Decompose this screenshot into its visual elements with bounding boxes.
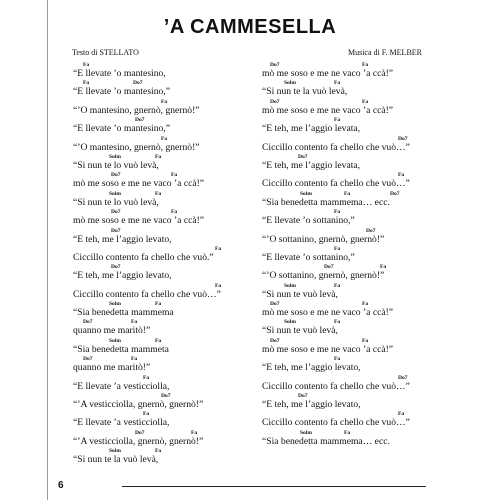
lyric-text: “Sia benedetta mammeta [73,343,169,355]
chord-label: Fa [334,356,341,363]
lyric-text: “Si nun te vuò levà, [262,325,338,337]
lyric-line [262,172,452,190]
lyric-line [73,80,263,98]
lyric-line [73,448,263,466]
chord-label: Solm [109,190,121,197]
chord-row [73,246,263,252]
chord-label: Fa [215,282,222,289]
chord-label: Fa [143,374,150,381]
lyric-line [262,301,452,319]
lyric-line [262,228,452,246]
chord-label: Fa [143,411,150,418]
lyric-text: “’A vesticciolla, gnernò, gnernò!” [73,399,204,411]
page-number: 6 [58,480,64,491]
chord-label: Fa [362,301,369,308]
composer-credit: Musica di F. MELBER [347,48,422,57]
lyric-line [262,319,452,337]
chord-row [73,228,263,234]
chord-label: Do7 [111,172,121,179]
lyric-line [262,80,452,98]
chord-row [73,136,263,142]
lyric-text: “Sia benedetta mammema… ecc. [262,196,390,208]
chord-label: Fa [155,301,162,308]
lyric-text: “E llevate ’o mantesino,” [73,86,170,98]
lyric-text: “Si nun te lo vuò levà, [73,159,159,171]
chord-label: Fa [362,337,369,344]
chord-label: Fa [344,429,351,436]
chord-label: Fa [191,429,198,436]
chord-label: Fa [334,117,341,124]
chord-label: Do7 [270,62,280,68]
lyric-text: Ciccillo contento fa chello che vuò…” [262,380,410,392]
lyric-line [262,99,452,117]
chord-label: Do7 [135,429,145,436]
chord-row [73,62,263,68]
chord-row [73,209,263,215]
chord-label: Fa [344,190,351,197]
lyric-text: “E teh, me l’aggio levato, [262,399,361,411]
lyric-line [73,264,263,282]
lyric-line [73,338,263,356]
lyric-line [73,172,263,190]
chord-label: Do7 [161,393,171,400]
lyric-line [73,430,263,448]
chord-row [262,209,452,215]
lyric-line [73,411,263,429]
lyrics-column-left [73,62,263,467]
lyric-text: “E llevate ’o mantesino, [73,68,166,79]
lyric-line [262,154,452,172]
chord-label: Solm [284,319,296,326]
lyric-text: mò me soso e me ne vaco ’a ccà!” [262,68,394,79]
lyric-text: “E teh, me l’aggio levato, [262,362,361,374]
chord-row [262,338,452,344]
lyric-line [73,228,263,246]
chord-label: Do7 [270,98,280,105]
lyric-text: “Sia benedetta mammema… ecc. [262,435,390,447]
chord-row [73,154,263,160]
chord-label: Fa [334,209,341,216]
chord-label: Fa [334,245,341,252]
chord-label: Fa [380,264,387,271]
chord-label: Do7 [298,393,308,400]
chord-row [262,283,452,289]
lyric-text: Ciccillo contento fa chello che vuò…” [262,178,410,190]
lyric-text: “’A vesticciolla, gnernò, gnernò!” [73,435,204,447]
lyric-text: “E llevate ’o sottanino,” [262,251,355,263]
lyric-line [262,62,452,80]
lyric-text: Ciccillo contento fa chello che vuò.” [73,251,214,263]
lyric-text: mò me soso e me ne vaco ’a ccà!” [262,307,394,319]
lyric-line [262,393,452,411]
chord-row [73,264,263,270]
lyric-text: “Si nun te la vuò levà, [262,86,348,98]
chord-label: Do7 [83,319,93,326]
lyric-line [262,430,452,448]
lyric-text: quanno me maritò!” [73,325,151,337]
chord-label: Fa [171,172,178,179]
chord-label: Fa [83,62,90,68]
lyric-text: “E teh, me l’aggio levata, [262,159,361,171]
lyric-text: mò me soso e me ne vaco ’a ccà!” [73,178,205,190]
chord-row [73,448,263,454]
lyric-text: “’O sottanino, gnernò, gnernò!” [262,233,385,245]
chord-label: Fa [83,80,90,87]
lyric-line [73,117,263,135]
chord-row [262,264,452,270]
lyric-text: “’O sottanino, gnernò, gnernò!” [262,270,385,282]
lyric-line [73,246,263,264]
chord-label: Solm [109,301,121,308]
chord-label: Do7 [83,356,93,363]
chord-label: Solm [300,429,312,436]
chord-row [73,283,263,289]
chord-label: Fa [362,62,369,68]
lyric-line [262,375,452,393]
chord-row [262,319,452,325]
lyric-line [73,99,263,117]
chord-label: Do7 [111,264,121,271]
chord-label: Solm [284,282,296,289]
lyric-text: “Si nun te vuò levà, [262,288,338,300]
chord-row [262,246,452,252]
chord-label: Do7 [111,209,121,216]
lyric-line [73,136,263,154]
chord-label: Do7 [324,264,334,271]
chord-row [73,191,263,197]
lyric-text: “E teh, me l’aggio levata, [262,123,361,135]
footer-rule [122,486,426,487]
chord-row [262,172,452,178]
chord-row [262,228,452,234]
chord-label: Fa [362,98,369,105]
chord-label: Solm [300,190,312,197]
lyric-line [262,264,452,282]
chord-row [73,80,263,86]
chord-label: Fa [131,319,138,326]
chord-row [73,99,263,105]
lyric-line [262,283,452,301]
lyric-text: “Sia benedetta mammema [73,307,174,319]
lyric-text: mò me soso e me ne vaco ’a ccà!” [73,215,205,227]
chord-label: Do7 [135,117,145,124]
lyric-line [262,411,452,429]
chord-label: Solm [284,80,296,87]
chord-label: Fa [334,282,341,289]
chord-row [73,393,263,399]
chord-row [262,301,452,307]
lyric-text: “E teh, me l’aggio levato, [73,270,172,282]
lyric-text: Ciccillo contento fa chello che vuò…” [73,288,221,300]
lyricist-credit: Testo di STELLATO [72,48,139,57]
chord-label: Fa [155,190,162,197]
chord-label: Do7 [133,80,143,87]
chord-row [262,117,452,123]
lyric-line [73,375,263,393]
lyric-line [73,393,263,411]
chord-label: Fa [334,80,341,87]
chord-row [73,375,263,381]
lyric-line [262,338,452,356]
lyric-text: Ciccillo contento fa chello che vuò…” [262,417,410,429]
chord-row [73,117,263,123]
chord-row [262,356,452,362]
lyric-text: Ciccillo contento fa chello che vuò…” [262,141,410,153]
chord-label: Fa [215,245,222,252]
chord-label: Do7 [270,301,280,308]
lyric-line [73,319,263,337]
chord-label: Fa [398,411,405,418]
chord-row [262,136,452,142]
chord-label: Fa [155,337,162,344]
chord-label: Fa [161,135,168,142]
chord-row [73,338,263,344]
chord-row [73,411,263,417]
lyric-text: quanno me maritò!” [73,362,151,374]
chord-row [73,301,263,307]
lyric-line [262,356,452,374]
lyric-text: “’O mantesino, gnernò, gnernò!” [73,104,200,116]
chord-row [262,80,452,86]
lyric-line [262,209,452,227]
chord-row [262,154,452,160]
chord-row [262,375,452,381]
lyric-text: mò me soso e me ne vaco ’a ccà!” [262,104,394,116]
lyric-line [262,246,452,264]
chord-row [73,430,263,436]
chord-label: Do7 [390,190,400,197]
chord-label: Fa [334,319,341,326]
chord-label: Solm [109,153,121,160]
chord-row [73,356,263,362]
lyric-line [73,191,263,209]
chord-label: Do7 [398,135,408,142]
chord-row [73,172,263,178]
chord-label: Fa [161,98,168,105]
lyric-line [262,117,452,135]
lyric-text: “E llevate ’a vesticciolla, [73,417,170,429]
lyric-line [262,136,452,154]
lyric-text: “E teh, me l’aggio levato, [73,233,172,245]
song-title: ’A CAMMESELLA [163,16,337,38]
chord-label: Do7 [270,337,280,344]
chord-row [262,62,452,68]
chord-label: Do7 [111,227,121,234]
chord-label: Fa [155,153,162,160]
lyric-line [262,191,452,209]
chord-label: Solm [109,448,121,455]
chord-label: Do7 [398,374,408,381]
lyric-line [73,154,263,172]
lyric-text: “E llevate ’o sottanino,” [262,215,355,227]
lyric-line [73,62,263,80]
chord-row [262,393,452,399]
chord-label: Do7 [366,227,376,234]
lyrics-column-right [262,62,452,448]
lyric-line [73,209,263,227]
lyric-text: “’O mantesino, gnernò, gnernò!” [73,141,200,153]
chord-row [262,99,452,105]
lyric-line [73,301,263,319]
chord-label: Solm [109,337,121,344]
lyric-text: “Si nun te lo vuò levà, [73,196,159,208]
chord-label: Do7 [298,153,308,160]
lyric-text: mò me soso e me ne vaco ’a ccà!” [262,343,394,355]
chord-label: Fa [131,356,138,363]
lyric-text: “Si nun te la vuò levà, [73,454,159,466]
lyric-text: “E llevate ’a vesticciolla, [73,380,170,392]
chord-label: Fa [155,448,162,455]
lyric-line [73,356,263,374]
chord-row [73,319,263,325]
chord-row [262,411,452,417]
lyric-text: “E llevate ’o mantesino,” [73,123,170,135]
chord-label: Fa [398,172,405,179]
chord-row [262,191,452,197]
chord-label: Fa [171,209,178,216]
chord-row [262,430,452,436]
lyric-line [73,283,263,301]
page-edge-rule [47,0,48,500]
